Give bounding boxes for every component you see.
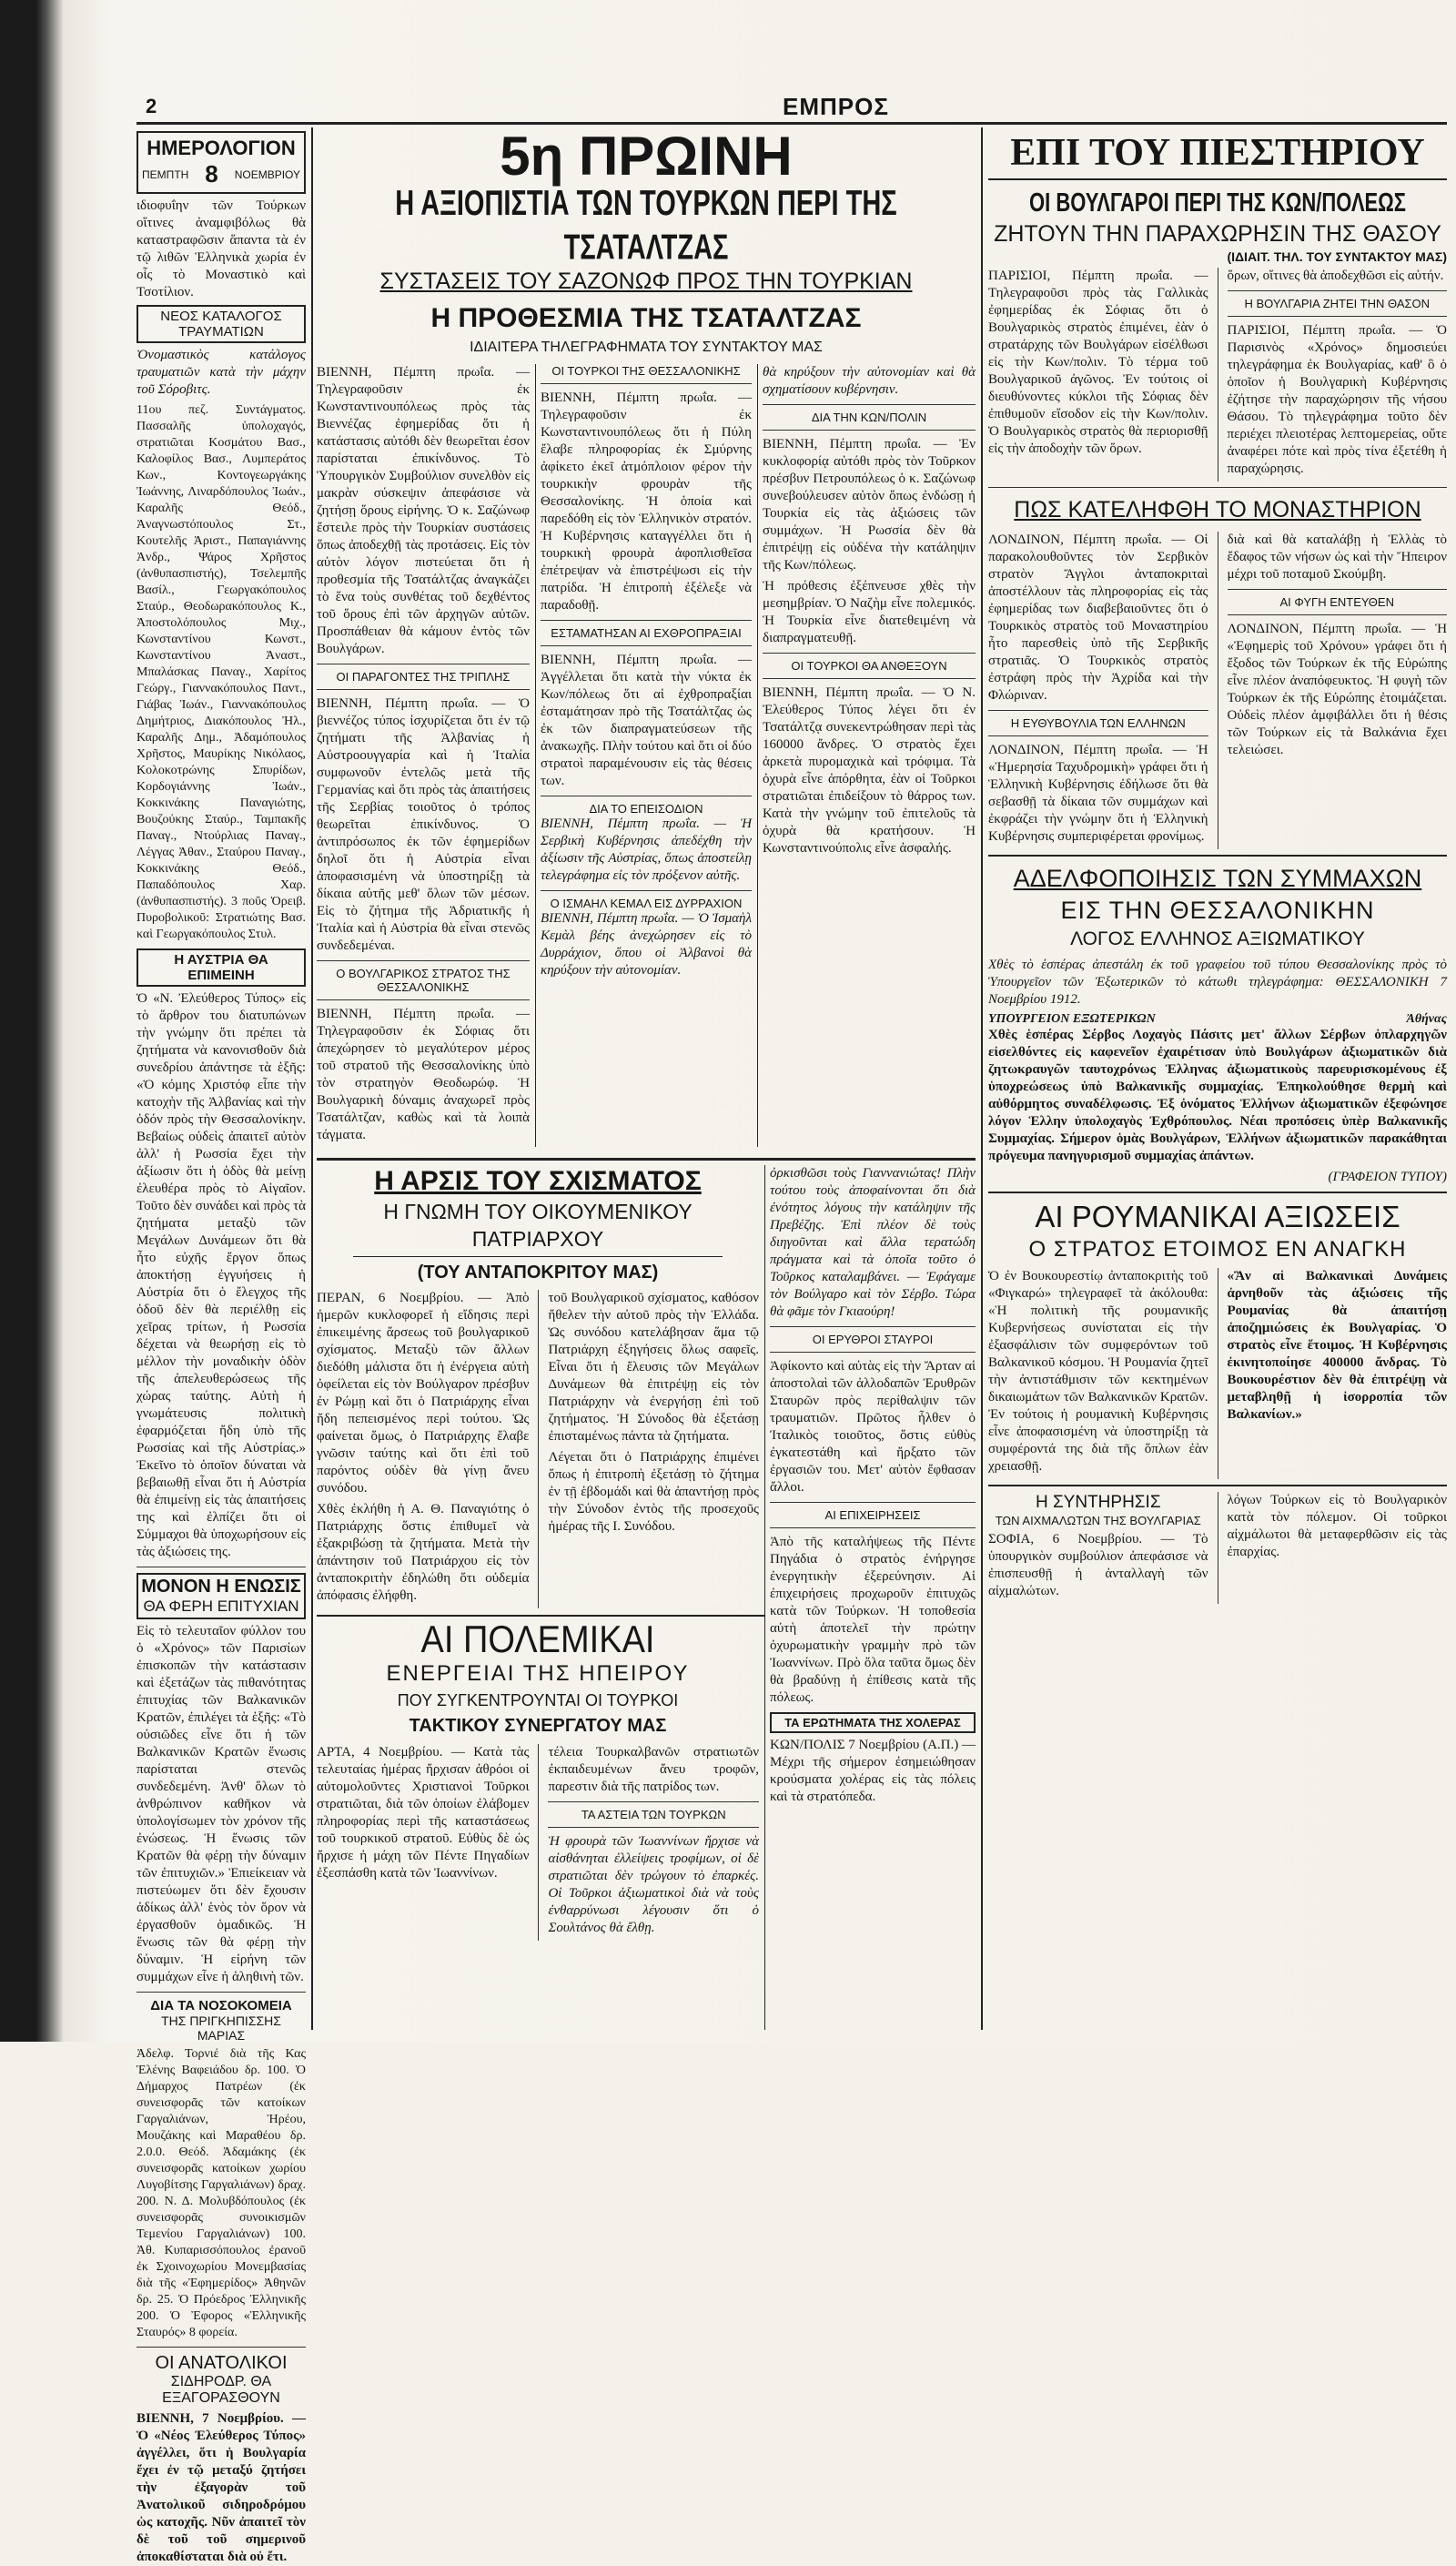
turks-resist-body: ΒΙΕΝΝΗ, Πέμπτη πρωΐα. — Ὁ Ν. Ἐλεύθερος Τύπος λέγει ὅτι ἐν Τσατάλτζᾳ συνεκεντρώθησαν περὶ τὰς 160000 ἄνδρες. Ὁ στρατὸς ἔχει ἀρκετὰ πυρομαχικὰ καὶ τρόφιμα. Τὰ ὀχυρὰ εἶνε ἀπόρθητα, ἐὰν οἱ Τοῦρκοι στρατιῶται ἐπιδείξουν τὸ θάρρος των. Κατὰ τὴν γνώμην τοῦ ἐπιτελοῦς τὰ ὀχυρὰ θὰ κρατήσουν. Ἡ Κωνσταντινούπολις εἶνε ἀσφαλής. (763, 685, 976, 856)
press-office-signature: (ΓΡΑΦΕΙΟΝ ΤΥΠΟΥ) (1328, 1170, 1447, 1184)
orphans-title: ΔΙΑ ΤΑ ΝΟΣΟΚΟΜΕΙΑ (150, 1998, 292, 2013)
schism-article (317, 1165, 759, 1611)
ismail-kemal-body: ΒΙΕΝΝΗ, Πέμπτη πρωΐα. — Ὁ Ἰσμαὴλ Κεμὰλ βέης ἀνεχώρησεν εἰς τὸ Δυρράχιον, ὅπου οἱ Ἀλβανοὶ θὰ κηρύξουν τὴν αὐτονομίαν. (541, 911, 752, 978)
separator (136, 1992, 306, 1993)
deadline-body: Ἡ πρόθεσις ἐξέπνευσε χθὲς τὴν μεσημβρίαν. Ὁ Ναζὴμ εἶνε πολεμικός. Ἡ Τουρκία εἶνε διατεθειμένη νὰ διαπραγματευθῇ. (763, 579, 976, 645)
romanian-claims-title: ΑΙ ΡΟΥΜΑΝΙΚΑΙ ΑΞΙΩΣΕΙΣ (1035, 1200, 1400, 1233)
center-col-2 (541, 364, 752, 1147)
calendar-date: 8 (205, 160, 218, 188)
telegram-credit: (ΙΔΙΑΙΤ. ΤΗΛ. ΤΟΥ ΣΥΝΤΑΚΤΟΥ ΜΑΣ) (1227, 249, 1447, 264)
schism-body-4: Λέγεται ὅτι ὁ Πατριάρχης ἐπιμένει ὅπως ἡ ἐπιτροπὴ ἐξετάσῃ τὸ ζήτημα ἐν τῇ ἑβδομάδι καὶ θὰ ἀπαντήσῃ πρὸς τὴν Σύνοδον ἐντὸς τῆς προσεχοῦς ἡμέρας τῆς Ι. Συνόδου. (548, 1450, 759, 1534)
schism-body-3: τοῦ Βουλγαρικοῦ σχίσματος, καθόσον ἤθελεν τὴν αὐτοῦ πρὸς τὴν Ἑλλάδα. Ὡς συνόδου κατελάβησαν ἅμα τῷ Πατριάρχη ἐξηγήσεις ὅλως σαφεῖς. Εἶναι ὅτι ἡ ἔλευσις τῶν Μεγάλων Δυνάμεων θὰ ἐπιτρέψῃ εἰς τὸν Πατριάρχην νὰ ἐνεργήσῃ ἐπὶ τοῦ ζητήματος. Ἡ Σύνοδος θὰ ἐξετάσῃ ἐπισταμένως πάντα τὰ ζητήματα. (548, 1291, 759, 1444)
rail-body: ΒΙΕΝΝΗ, 7 Νοεμβρίου. — Ὁ «Νέος Ἐλεύθερος Τύπος» ἀγγέλλει, ὅτι ἡ Βουλγαρία ἔχει ἐν τῷ μεταξύ ζητήσει τὴν ἐξαγορὰν τοῦ Ἀνατολικοῦ σιδηροδρόμου ὡς κατοχῆς. Νῦν ἀπαιτεῖ τὸν δὲ τοῦ τοῦ σημερινοῦ ἀποκαθίσταται διὰ οὐ ἔτι. (136, 2411, 306, 2564)
hostilities-heading: ΕΣΤΑΜΑΤΗΣΑΝ ΑΙ ΕΧΘΡΟΠΡΑΞΙΑΙ (551, 626, 742, 640)
collaborator-subtitle: ΤΑΚΤΙΚΟΥ ΣΥΝΕΡΓΑΤΟΥ ΜΑΣ (409, 1716, 667, 1736)
orphans-body: Ἀδελφ. Τορνιέ διὰ τῆς Κας Ἑλένης Βαφειάδου δρ. 100. Ὁ Δήμαρχος Πατρέων (ἐκ συνεισφορᾶς τῶν κατοίκων Γαργαλιάνων, Ἡρέου, Μουζάκης καὶ Μαραθέου δρ. 2.0.0. Θεόδ. Ἀδαμάκης (ἐκ συνεισφορᾶς κατοίκων χωρίου Λυγοβίτσης Γαργαλιάνων) δραχ. 200. Ν. Δ. Μολυβδόπουλος (ἐκ συνεισφορᾶς συνοικισμῶν Τεμενίου Γαργαλιάνων) 100. Ἀθ. Κυπαρισσόπουλος ἐρανοῦ ἐκ Σχοινοχωρίου Μονεμβασίας διὰ τῆς «Ἐφημερίδος» Ἀθηνῶν δρ. 25. Ὁ Πρόεδρος Ἐλληνικῆς 200. Ὁ Ἐφορος «Ἐλληνικῆς Σταυρός» 8 φορεία. (136, 2047, 306, 2339)
operations-heading: ΑΙ ΕΠΙΧΕΙΡΗΣΕΙΣ (824, 1508, 921, 1522)
epirus-article (317, 1620, 759, 2030)
turks-resist-heading: ΟΙ ΤΟΥΡΚΟΙ ΘΑ ΑΝΘΕΞΟΥΝ (791, 659, 947, 673)
triple-alliance-body: ΒΙΕΝΝΗ, Πέμπτη πρωΐα. — Ὁ βιεννέζος τύπος ἰσχυρίζεται ὅτι ἐν τῷ ζητήματι τῆς Ἀλβανίας ἡ Αὐστροουγγαρία καὶ ἡ Ἰταλία συμφωνοῦν ἐντελῶς μετὰ τῆς Γερμανίας καὶ ὅτι πρὸς τὰς ἀπαιτήσεις τῆς Σερβίας τοιοῦτος ὁ τρόπος θεωρεῖται ἐπικίνδυνος. Ὁ ἀντιπρόσωπος ἐκ τῶν ἐφημερίδων δηλοῖ ὅτι ἡ Αὐστρία εἶναι ἀποφασισμένη νὰ ὑποστηρίξῃ τὰ δίκαια αὐτῆς μεθ' ὅλων τῶν μέσων. Εἰς τὸ ζήτημα τῆς Ἀδριατικῆς ἡ Ἰταλία καὶ ἡ Αὐστρία θὰ εἶναι στενῶς συνδεδεμέναι. (317, 696, 530, 953)
albania-continued: θὰ κηρύξουν τὴν αὐτονομίαν καὶ θὰ σχηματίσουν κυβέρνησιν. (763, 365, 976, 397)
army-ready-subtitle: Ο ΣΤΡΑΤΟΣ ΕΤΟΙΜΟΣ ΕΝ ΑΝΑΓΚΗ (1028, 1237, 1407, 1262)
operations-body: Ἀπὸ τῆς καταλήψεως τῆς Πέντε Πηγάδια ὁ στρατὸς ἐνήργησε ἐνεργητικὴν ἐξερεύνησιν. Αἱ ἐπιχειρήσεις προχωροῦν ἐπιτυχῶς κατὰ τῶν Τούρκων. Ἡ τοποθεσία αὐτὴ ἀποτελεῖ τὴν πρώτην ὀχυρωματικὴν γραμμὴν πρὸ τῶν Ἰωαννίνων. Πρὸ ὅλα ταῦτα ὅμως δὲν θὰ βραδύνῃ ἡ ἐπίθεσις κατὰ τῆς πόλεως. (770, 1535, 976, 1705)
flight-body: ΛΟΝΔΙΝΟΝ, Πέμπτη πρωΐα. — Ἡ «Ἐφημερὶς τοῦ Χρόνου» γράφει ὅτι ἡ ἔξοδος τῶν Τούρκων ἐκ τῆς Εὐρώπης εἶνε πλέον ἀναπόφευκτος. Ἡ φυγὴ τῶν Τούρκων ἐκ τῆς Εὐρώπης ἐτοιμάζεται. Οὐδεὶς πλέον ἀμφιβάλλει ὅτι ἡ θέσις τῶν Τούρκων εἰς τὰ Βαλκάνια ἔχει τελειώσει. (1227, 622, 1448, 757)
subtitle-deadline: Η ΠΡΟΘΕΣΜΙΑ ΤΗΣ ΤΣΑΤΑΛΤΖΑΣ (430, 303, 862, 333)
press-section-title: ΕΠΙ ΤΟΥ ΠΙΕΣΤΗΡΙΟΥ (988, 127, 1447, 180)
thasos-subtitle: ΖΗΤΟΥΝ ΤΗΝ ΠΑΡΑΧΩΡΗΣΙΝ ΤΗΣ ΘΑΣΟΥ (994, 221, 1441, 247)
thessaloniki-turks-body: ΒΙΕΝΝΗ, Πέμπτη πρωΐα. — Τηλεγραφοῦσιν ἐκ Κωνσταντινουπόλεως ὅτι ἡ Πύλη ἔλαβε πληροφορίας ἐκ Σμύρνης ἀφίκετο ἐκεῖ ἀτμόπλοιον φέρον τὴν τουρκικὴν φρουρὰν τῆς Θεσσαλονίκης. Ἡ ὁποία καὶ παρεδόθη εἰς τὸν Ἑλληνικὸν στρατόν. Ἡ Κυβέρνησις καταγγέλλει ὅτι ἡ τουρκικὴ φρουρὰ ἀφοπλισθεῖσα ἐπέτρεψαν νὰ ἐπιστρέψωσι εἰς τὴν πατρίδα. Ἡ ἐπιτροπὴ ἐξέλεξε νὰ παραδοθῇ. (541, 390, 752, 613)
rail-subtitle: ΣΙΔΗΡΟΔΡ. ΘΑ ΕΞΑΓΟΡΑΣΘΟΥΝ (162, 2374, 280, 2406)
ministry-label: ΥΠΟΥΡΓΕΙΟΝ ΕΞΩΤΕΡΙΚΩΝ (988, 1012, 1156, 1026)
bulgarians-body-continued: ὅρων, οἵτινες θὰ ἀποδεχθῶσι εἰς αὐτήν. (1227, 269, 1444, 283)
subtitle-telegrams: ΙΔΙΑΙΤΕΡΑ ΤΗΛΕΓΡΑΦΗΜΑΤΑ ΤΟΥ ΣΥΝΤΑΚΤΟΥ ΜΑΣ (470, 340, 823, 355)
prisoners-body: ΣΟΦΙΑ, 6 Νοεμβρίου. — Τὸ ὑπουργικὸν συμβούλιον ἀπεφάσισε νὰ ἐπισπευσθῇ ἡ ἀνταλλαγὴ τῶν αἰχμαλώτων. (988, 1532, 1208, 1598)
thessaloniki-subtitle: ΕΙΣ ΤΗΝ ΘΕΣΣΑΛΟΝΙΚΗΝ (1060, 897, 1375, 924)
ismail-kemal-heading: Ο ΙΣΜΑΗΛ ΚΕΜΑΛ ΕΙΣ ΔΥΡΡΑΧΙΟΝ (550, 897, 743, 910)
calendar-title: ΗΜΕΡΟΛΟΓΙΟΝ (147, 137, 296, 159)
austria-heading-box (136, 948, 306, 987)
monastir-body: ΛΟΝΔΙΝΟΝ, Πέμπτη πρωΐα. — Οἱ παρακολουθοῦντες τὸν Σερβικὸν στρατὸν Ἄγγλοι ἀνταποκριταὶ ἀποστέλλουν τὰς πληροφορίας εἰς τὰς ἐφημερίδας των διαβεβαιοῦντες ὅτι ὁ Τουρκικὸς στρατὸς τοῦ Μοναστηρίου ἦτο παρεσθεὶς ὑπὸ τῆς Σερβικῆς στρατιᾶς. Ὁ Τουρκικὸς στρατὸς ἐστράφη πρὸς τὴν Ἀχρίδα καὶ τὴν Φλώριναν. (988, 532, 1208, 703)
romanian-body-1: Ὁ ἐν Βουκουρεστίῳ ἀνταποκριτὴς τοῦ «Φιγκαρώ» τηλεγραφεῖ τὰ ἀκόλουθα: «Ἡ πολιτικὴ τῆς ρουμανικῆς Κυβερνήσεως συνίσταται εἰς τὴν ἐξασφάλισιν τῶν συμφερόντων τοῦ Βαλκανικοῦ κόσμου. Ἡ Ρουμανία ζητεῖ τὴν ἀντιστάθμισιν τῶν κεκτημένων δικαιωμάτων τῶν Βαλκανικῶν Κρατῶν. Ἐν τούτοις ἡ ρουμανικὴ Κυβέρνησις εἶνε ἀποφασισμένη νὰ ὑποστηρίξῃ τὰ συμφέροντά της διὰ τῆς ὅπλων ἐὰν χρειασθῇ. (988, 1269, 1208, 1474)
center-bottom (317, 1165, 976, 2030)
flight-heading: ΑΙ ΦΥΓΗ ΕΝΤΕΥΘΕΝ (1279, 595, 1394, 609)
epirus-body-1: ΑΡΤΑ, 4 Νοεμβρίου. — Κατὰ τὰς τελευταίας ἡμέρας ἤρχισαν ἀθρόοι οἱ αὐτομολοῦντες Χριστιανοὶ Τοῦρκοι στρατιῶται, διὰ τῶν ὁποίων ἐλάβομεν πληροφορίας περὶ τῆς καταστάσεως τοῦ τουρκικοῦ στρατοῦ. Εὐθὺς δὲ ὡς ἤρχισε ἡ μάχη τῶν Πέντε Πηγαδίων ἐξεσπάσθη κατὰ τῶν Ἰωαννίνων. (317, 1745, 530, 1881)
turks-concentrate-subtitle: ΠΟΥ ΣΥΓΚΕΝΤΡΟΥΝΤΑΙ ΟΙ ΤΟΥΡΚΟΙ (397, 1691, 679, 1709)
bulgarians-constantinople-title: ΟΙ ΒΟΥΛΓΑΡΟΙ ΠΕΡΙ ΤΗΣ ΚΩΝ/ΠΟΛΕΩΣ (1028, 188, 1407, 218)
cholera-heading-box (770, 1712, 976, 1733)
red-cross-heading: ΟΙ ΕΡΥΘΡΟΙ ΣΤΑΥΡΟΙ (812, 1333, 934, 1346)
prudence-heading: Η ΕΥΘΥΒΟΥΛΙΑ ΤΩΝ ΕΛΛΗΝΩΝ (1010, 716, 1186, 730)
subtitle-sazonov: ΣΥΣΤΑΣΕΙΣ ΤΟΥ ΣΑΖΟΝΩΦ ΠΡΟΣ ΤΗΝ ΤΟΥΡΚΙΑΝ (379, 269, 913, 294)
intro-text: ιδιοφυΐην τῶν Τούρκων οἵτινες ἀναμφιβόλως θὰ καταστραφῶσιν ἅπαντα τὰ ἐν τῷ λιθῶν Ἑλληνικὰ χωρία ἐν οἷς τὸ Μοναστικὸ καὶ Τσοτίλιον. (136, 198, 306, 299)
column-rule (311, 127, 313, 2030)
paper-name: ΕΜΠΡΟΣ (783, 93, 889, 120)
thasos-body: ΠΑΡΙΣΙΟΙ, Πέμπτη πρωΐα. — Ὁ Παρισινὸς «Χρόνος» δημοσιεύει τηλεγράφημα ἐκ Βουλγαρίας, καθ' ὃ ὁ ὁποῖον ἡ Βουλγαρικὴ Κυβέρνησις ἐζήτησε τὴν παραχώρησιν τῆς νήσου Θάσου. Τὸ τηλεγράφημα τοῦτο δὲν περιέχει πλειοτέρας λεπτομερείας, οὔτε ἀναφέρει πότε καὶ πρὸς τίνα ἐξετέθη ἡ παραχώρησις. (1227, 323, 1448, 476)
incident-body: ΒΙΕΝΝΗ, Πέμπτη πρωΐα. — Ἡ Σερβικὴ Κυβέρνησις ἀπεδέχθη τὴν ἀξίωσιν τῆς Αὐστρίας, ὅπως ἀποστείλῃ τελεγράφημα εἰς τὸν πρόξενον αὐτῆς. (541, 816, 752, 883)
left-column (136, 131, 306, 2564)
athens-label: Ἀθήνας (1406, 1012, 1447, 1026)
separator (136, 2347, 306, 2348)
unity-body: Εἰς τὸ τελευταῖον φύλλον του ὁ «Χρόνος» τῶν Παρισίων ἐπισκοπῶν τὴν κατάστασιν καὶ ἐξετάζων τὰς πιθανότητας ἐπιτυχίας τῶν Βαλκανικῶν Κρατῶν, ἐπιλέγει τὰ ἑξῆς: «Τὸ οὐσιῶδες εἶνε ὅτι ἡ τῶν Βαλκανικῶν Κρατῶν ἕνωσις παρίσταται στενῶς συνδεδεμένη. Ἀνθ' ὅλων τὸ ἀνθρώπινον καθῆκον νὰ ὑπολογίσωμεν τὸν χρόνον τῆς ἐνώσεως. Ἡ ἕνωσις τῶν Κρατῶν θὰ φέρῃ τὴν δύναμιν τῶν ἐπιτυχιῶν.» Ἐπιείκειαν νὰ πιστεύωμεν ὅτι δὲν ἔχουσιν ἀδίκως ἀλλ' ἑνὸς τὸν ὅρον νὰ ἐργασθοῦν ὁμαδικῶς. Ἡ ἕνωσις τῶν θὰ φέρῃ τὴν δύναμιν. Ἡ εἰρήνη τῶν συμμάχων εἶνε ἡ ἀληθινὴ τῶν. (136, 1624, 306, 1984)
prisoners-title: Η ΣΥΝΤΗΡΗΣΙΣ (1035, 1493, 1161, 1512)
center-col-1 (317, 364, 530, 1147)
main-title: Η ΑΞΙΟΠΙΣΤΙΑ ΤΩΝ ΤΟΥΡΚΩΝ ΠΕΡΙ ΤΗΣ ΤΣΑΤΑΛΤΖΑΣ (395, 184, 897, 268)
calendar-month: ΝΟΕΜΒΡΙΟΥ (234, 167, 300, 181)
hostilities-body: ΒΙΕΝΝΗ, Πέμπτη πρωΐα. — Ἀγγέλλεται ὅτι κατὰ τὴν νύκτα ἐκ Κων/πόλεως ὅτι αἱ ἐχθροπραξίαι ἐσταμάτησαν πρὸ τῆς Τσατάλτζας ὡς ἐκ τῶν διαπραγματεύσεων τῆς ἀνακωχῆς. Πλὴν τούτου καὶ ὅτι οἱ δύο στρατοὶ παραμένουσιν εἰς τὰς θέσεις των. (541, 653, 752, 788)
thasos-heading: Η ΒΟΥΛΓΑΡΙΑ ΖΗΤΕΙ ΤΗΝ ΘΑΣΟΝ (1244, 297, 1431, 310)
page-number: 2 (146, 95, 157, 117)
casualties-intro: Ὀνομαστικὸς κατάλογος τραυματιῶν κατὰ τὴν μάχην τοῦ Σόροβιτς. (136, 348, 306, 397)
casualties-heading-box (136, 305, 306, 343)
column-rule (535, 364, 536, 1147)
schism-body-2: Χθὲς ἐκλήθη ἡ Α. Θ. Παναγιότης ὁ Πατριάρχης ὅστις ἐπιθυμεῖ νὰ ἐξακριβώσῃ τὰ ζητήματα. Μετὰ τὴν ἀπάντησιν τοῦ Πατριάρχου εἰς τὸν ἀνταποκριτὴν ἐδηλώθη ὅτι οὐδεμία ἀπόφασις ἐλήφθη. (317, 1502, 530, 1603)
bulgarian-army-heading: Ο ΒΟΥΛΓΑΡΙΚΟΣ ΣΤΡΑΤΟΣ ΤΗΣ ΘΕΣΣΑΛΟΝΙΚΗΣ (336, 967, 511, 994)
epirus-title: ΑΙ ΠΟΛΕΜΙΚΑΙ (420, 1618, 655, 1662)
cholera-body: ΚΩΝ/ΠΟΛΙΣ 7 Νοεμβρίου (Α.Π.) — Μέχρι τῆς σήμερον ἐσημειώθησαν κρούσματα χολέρας εἰς τὰς πόλεις καὶ τὰ στρατόπεδα. (770, 1738, 976, 1804)
casualties-title: ΝΕΟΣ ΚΑΤΑΛΟΓΟΣ ΤΡΑΥΜΑΤΙΩΝ (160, 309, 282, 340)
thessaloniki-turks-heading: ΟΙ ΤΟΥΡΚΟΙ ΤΗΣ ΘΕΣΣΑΛΟΝΙΚΗΣ (551, 364, 741, 378)
cholera-heading: ΤΑ ΕΡΩΤΗΜΑΤΑ ΤΗΣ ΧΟΛΕΡΑΣ (784, 1716, 961, 1729)
edition-title: 5η ΠΡΩΙΝΗ (500, 126, 793, 187)
correspondent-subtitle: (ΤΟΥ ΑΝΤΑΠΟΚΡΙΤΟΥ ΜΑΣ) (417, 1263, 659, 1283)
incident-heading: ΔΙΑ ΤΟ ΕΠΕΙΣΟΔΙΟΝ (589, 802, 703, 816)
fraternization-title: ΑΔΕΛΦΟΠΟΙΗΣΙΣ ΤΩΝ ΣΥΜΜΑΧΩΝ (1013, 865, 1422, 892)
center-col-3 (763, 364, 976, 1147)
bulgarian-army-body: ΒΙΕΝΝΗ, Πέμπτη πρωΐα. — Τηλεγραφοῦσιν ἐκ Σόφιας ὅτι ἀπεχώρησεν τὸ μεγαλύτερον μέρος τοῦ στρατοῦ τῆς Θεσσαλονίκης ὑπὸ τὸν στρατηγὸν Θεοδωρώφ. Ἡ Βουλγαρικὴ δύναμις ἀναχωρεῖ πρὸς Τσατάλτζαν, καθὼς καὶ τὰ λοιπὰ τάγματα. (317, 1007, 530, 1142)
patriarch-subtitle: Η ΓΝΩΜΗ ΤΟΥ ΟΙΚΟΥΜΕΝΙΚΟΥ ΠΑΤΡΙΑΡΧΟΥ (383, 1200, 693, 1251)
constantinople-heading: ΔΙΑ ΤΗΝ ΚΩΝ/ΠΟΛΙΝ (811, 411, 927, 424)
turks-jokes-heading: ΤΑ ΑΣΤΕΙΑ ΤΩΝ ΤΟΥΡΚΩΝ (581, 1808, 726, 1821)
austria-body: Ὁ «Ν. Ἐλεύθερος Τύπος» εἰς τὸ ἄρθρον του διατυπώνων τὴν γνώμην ὅτι πρέπει τὰ ζητήματα νὰ κανονισθοῦν διὰ συνεδρίου ἀπάντησε τὰ ἑξῆς: «Ὁ κόμης Χριστόφ εἶπε τὴν κατοχὴν τῆς Ἀλβανίας καὶ τὴν ὁδόν πρὸς τὴν Θεσσαλονίκην. Βεβαίως οὐδεὶς ἀπαιτεῖ αὐτὸν ἀλλ' ἡ Ρωσσία ἔχει τὴν ἀξίωσιν ὅτι ἡ ὁδὸς θὰ μείνῃ ἐλευθέρα πρὸς τὸ Αἰγαῖον. Τοῦτο δὲν συνάδει καὶ πρὸς τὰ ζητήματα μεταξὺ τῶν Μεγάλων Δυνάμεων ὅτι θὰ ἦτο εὐχῆς ἔργον ὅπως ἀποκτήσῃ ἐγγυήσεις ἡ Αὐστρία ὅτι ὁ ἔλεγχος τῆς ὁδοῦ δὲν θὰ περιέλθῃ εἰς χεῖρας τρίτων, ἡ Ρωσσία δέχεται νὰ θεωρήσῃ εἰς τὸ μέλλον τὴν μοναδικὴν ὁδὸν τῆς ἀπελευθερώσεως τῆς χώρας ταύτης. Αὐτὴ ἡ γνωμάτευσις πολιτικὴ ἐφαρμόζεται ἤδη ὑπὸ τῆς Ρωσσίας καὶ τῆς Αὐστρίας.» Ἐκεῖνο τὸ ὁποῖον δύναται νὰ βεβαιωθῇ εἶναι ὅτι ἡ Αὐστρία θὰ ἐπιμείνῃ εἰς τὰς ἀπαιτήσεις της καὶ ἐλπίζει ὅτι οἱ Σύμμαχοι θὰ ὑποχωρήσουν εἰς τὰς ἀξιώσεις της. (136, 991, 306, 1559)
constantinople-body: ΒΙΕΝΝΗ, Πέμπτη πρωΐα. — Ἐν κυκλοφορίᾳ αὐτόθι πρὸς τὸν Τοῦρκον πρέσβυν Πετρουπόλεως ὁ κ. Σαζώνωφ συνεβούλευσεν αὐτὸν ὅπως ἐνδώσῃ ἡ Τουρκία εἰς τὰς ἀξιώσεις τῶν συμμάχων. Ἡ Ρωσσία δὲν θὰ ἐπιτρέψῃ εἰς οὐδένα τὴν κατάληψιν τῆς Κων/πόλεως. (763, 437, 976, 573)
center-bottom-right (770, 1165, 976, 2030)
casualties-body: 11ου πεζ. Συντάγματος. Πασσαλῆς ὑπολοχαγός, στρατιῶται Κοσμάτου Βασ., Καλοφίλος Βασ., Λυμπεράτος Κων., Κοντογεωργάκης Ἰωάννης, Λιναρδόπουλος Ἰωάν., Καραλῆς Θεόδ., Ἀναγνωστόπουλος Στ., Κουτελῆς Ἀριστ., Παπαγιάννης Ἀνδρ., Ψάρος Χρῆστος (ἀνθυπασπιστής), Τσελεμπῆς Βασίλ., Γεωργακόπουλος Σταύρ., Θεοδωρακόπουλος Κ., Ἀποστολόπουλος Μιχ., Κωνσταντίνου Κωνστ., Κωνσταντίνου Ἀναστ., Μπαλάσκας Παναγ., Χαρίτος Γεώργ., Γιαννακόπουλος Παντ., Γιάβας Ἰωάν., Γιαννακόπουλος Δημήτριος, Διακόπουλος Ἠλ., Καραλῆς Δημ., Ἀδαμόπουλος Χρῆστος, Μαυρίκης Νικόλαος, Κολοκοτρώνης Σπυρίδων, Κορδογιάννης Ἰωάν., Κοκκινάκης Παναγιώτης, Βουζούκης Σταύρ., Ταμπακῆς Παναγ., Ντούρλιας Παναγ., Λέγγας Ἀθαν., Σταύρου Παναγ., Κοκκινάκης Θεόδ., Παπαδόπουλος Χαρ. (ἀνθυπασπιστής). 3 ποῦς Ὀρειβ. Πυροβολικοῦ: Στρατιώτης Βασ. καὶ Γεωργακόπουλος Στυλ. (136, 403, 306, 941)
officer-speech-subtitle: ΛΟΓΟΣ ΕΛΛΗΝΟΣ ΑΞΙΩΜΑΤΙΚΟΥ (1070, 928, 1365, 949)
epirus-subtitle: ΕΝΕΡΓΕΙΑΙ ΤΗΣ ΗΠΕΙΡΟΥ (386, 1661, 690, 1686)
orphans-subtitle: ΤΗΣ ΠΡΙΓΚΗΠΙΣΣΗΣ ΜΑΡΙΑΣ (161, 2013, 281, 2043)
prudence-body-continued: διὰ καὶ θὰ καταλάβῃ ἡ Ἑλλὰς τὸ ἔδαφος τῶν νήσων ὡς καὶ τὴν Ἤπειρον μέχρι τοῦ ποταμοῦ Σκούμβη. (1227, 532, 1448, 582)
schism-title: Η ΑΡΣΙΣ ΤΟΥ ΣΧΙΣΜΑΤΟΣ (374, 1166, 702, 1196)
column-rule (757, 364, 758, 1147)
prisoners-body-continued: λόγων Τούρκων εἰς τὸ Βουλγαρικὸν κατὰ τὸν πόλεμον. Οἱ τοῦρκοι αἰχμάλωτοι θὰ μεταφερθῶσιν εἰς τὰς ἐπαρχίας. (1227, 1493, 1448, 1559)
unity-title: ΜΟΝΟΝ Η ΕΝΩΣΙΣ (141, 1577, 301, 1597)
epirus-divider (317, 1615, 764, 1617)
fraternization-intro: Χθὲς τὸ ἑσπέρας ἀπεστάλη ἐκ τοῦ γραφείου τοῦ τύπου Θεσσαλονίκης πρὸς τὸ Ὑπουργεῖον τῶν Ἐξωτερικῶν τὸ κάτωθι τηλεγράφημα: ΘΕΣΣΑΛΟΝΙΚΗ 7 Νοεμβρίου 1912. (988, 958, 1447, 1007)
schism-body-1: ΠΕΡΑΝ, 6 Νοεμβρίου. — Ἀπὸ ἡμερῶν κυκλοφορεῖ ἡ εἴδησις περὶ ἐπικειμένης ἄρσεως τοῦ βουλγαρικοῦ σχίσματος. Μεταξὺ τῶν ἄλλων διεδόθη μάλιστα ὅτι ἡ ἐνέργεια αὐτὴ ὀφείλεται εἰς τὸν Βούλγαρον πρέσβυν ἐν Ρώμῃ καὶ ὅτι ὁ Πατριάρχης εἶναι ἤδη πεπεισμένος περὶ τούτου. Ὡς φαίνεται ὅμως, ὁ Πατριάρχης ἔλαβε γνῶσιν ταύτης καὶ ὅτι ἐπὶ τοῦ παρόντος οὐδὲν θὰ γίνῃ ἄνευ συνόδου. (317, 1291, 530, 1496)
sazonov-body: ΒΙΕΝΝΗ, Πέμπτη πρωΐα. — Τηλεγραφοῦσιν ἐκ Κωνσταντινουπόλεως πρὸς τὰς Βιεννέζας ἐφημερίδας ὅτι ἡ κατάστασις αὐτόθι δὲν θεωρεῖται ἐσον παρίσταται ἐπικίνδυνος. Τὸ Ὑπουργικὸν Συμβούλιον συνελθὸν εἰς μακρὰν σύσκεψιν ἀπεφάσισε νὰ ζητήσῃ ὅρους εἰρήνης. Ὁ κ. Σαζώνωφ ἔστειλε πρὸς τὴν Τουρκίαν συστάσεις ὅπως ἀποδεχθῇ τὰς προτάσεις. Εἰς τὸν αὐτὸν λόγον πιστεύεται ὅτι ἡ προθεσμία τῆς Τσατάλτζας ἀναγκάζει τὸ ἕνα τοὺς συνθέτας τοῦ δεχθέντος τοῦ ὅρους ἐπὶ τῶν ἀρχηγῶν αὐτῶν. Προσπάθειαν θὰ κάμουν ἐντὸς τῶν Βουλγάρων. (317, 365, 530, 656)
epirus-body-2: τέλεια Τουρκαλβανῶν στρατιωτῶν ἐκπαιδευμένων ἄνευ τροφῶν, παρεστιν διὰ τῆς πατρίδος των. (548, 1745, 759, 1794)
rail-title: ΟΙ ΑΝΑΤΟΛΙΚΟΙ (155, 2353, 288, 2373)
column-rule (981, 127, 983, 2030)
turks-jokes-body: Ἡ φρουρὰ τῶν Ἰωαννίνων ἤρχισε νὰ αἰσθάνηται ἐλλείψεις τροφίμων, οἱ δὲ στρατιῶται δὲν τρώγουν τὸ ἐπαρκές. Οἱ Τοῦρκοι ἀξιωματικοὶ διὰ νὰ τοὺς ἐνθαρρύνωσι λέγουσιν ὅτι ὁ Σουλτάνος θὰ ἔλθῃ. (548, 1834, 759, 1935)
column-rule (764, 1165, 765, 2030)
monastir-title: ΠΩΣ ΚΑΤΕΛΗΦΘΗ ΤΟ ΜΟΝΑΣΤΗΡΙΟΝ (1014, 497, 1421, 522)
prisoners-subtitle: ΤΩΝ ΑΙΧΜΑΛΩΤΩΝ ΤΗΣ ΒΟΥΛΓΑΡΙΑΣ (995, 1514, 1201, 1527)
unity-heading-box (136, 1573, 306, 1619)
masthead-rule (136, 122, 1447, 125)
fraternization-body: Χθὲς ἑσπέρας Σέρβος Λοχαγὸς Πάσιτς μετ' ἄλλων Σέρβων ὀπλαρχηγῶν εἰσελθόντες εἰς καφενεῖον ἐχαιρέτισαν ὑπὸ Βουλγάρων ἀξιωματικῶν διὰ ζητωκραυγῶν ταυτοχρόνως Ἑλληνας ἀξιωματικοὺς παρευρισκομένους ἐξ ὑποχρεώσεως ὑπὸ Βαλκανικῆς συμμαχίας. Ἐπηκολούθησε θερμὴ καὶ αὐθόρμητος συναδέλφωσις. Ἐξ ὀνόματος Ἑλλήνων ἀξιωματικῶν ἐξεφώνησε λόγον Ἑλλην ὑπολοχαγὸς Ἐχθρόπουλος. Νέαι προπόσεις ὑπὲρ Βαλκανικῆς Συμμαχίας. Σήμερον ὁμὰς Βουλγάρων, Ἑλλήνων ἀξιωματικῶν παρακάθηται πρόγευμα πανηγυρισμοῦ συμμαχίας ἀπάντων. (988, 1028, 1447, 1163)
romanian-body-2: «Ἂν αἱ Βαλκανικαὶ Δυνάμεις ἀρνηθοῦν τὰς ἀξιώσεις τῆς Ρουμανίας θὰ ἀπαιτήσῃ ἀποζημιώσεις ἐκ Βουλγαρίας. Ὁ στρατὸς εἶνε ἕτοιμος. Ἡ Κυβέρνησις ἐκινητοποίησε 400000 ἄνδρας. Τὸ Βουκουρέστιον δὲν θὰ ἐπιτρέψῃ νὰ μεταβληθῇ ἡ ἰσορροπία τῶν Βαλκανίων.» (1227, 1269, 1448, 1422)
center-top (317, 127, 976, 1156)
unity-subtitle: ΘΑ ΦΕΡΗ ΕΠΙΤΥΧΙΑΝ (143, 1597, 299, 1615)
bulgarians-body: ΠΑΡΙΣΙΟΙ, Πέμπτη πρωΐα. — Τηλεγραφοῦσι πρὸς τὰς Γαλλικὰς ἐφημερίδας ἐκ Σόφιας ὅτι ὁ Βουλγαρικὸς στρατὸς ἐπιμένει, ἐὰν ὁ στρατάρχης τῶν Βουλγάρων εἰσέλθωσι εἰς τὴν Κων/πολιν. Τὸ τέρμα τοῦ Βουλγαρικοῦ ἀγῶνος. Ἐν τούτοις οἱ διευθύνοντες κύκλοι τῆς Σόφιας δὲν ἐπιθυμοῦν εἴσοδον εἰς τὴν Κων/πολιν. Ὁ Βουλγαρικὸς στρατὸς θὰ περιορισθῇ εἰς τὴν ἀποδοχὴν τῶν ὅρων. (988, 269, 1208, 456)
center-divider (317, 1158, 976, 1161)
red-cross-body: Ἀφίκοντο καὶ αὐτὰς εἰς τὴν Ἄρταν αἱ ἀποστολαὶ τῶν ἀλλοδαπῶν Ἐρυθρῶν Σταυρῶν πρὸς περίθαλψιν τῶν τραυματιῶν. Πρῶτος ἦλθεν ὁ Ἰταλικὸς τοιοῦτος, ὅστις εὐθὺς ἐγκατεστάθη καὶ ἤρξατο τῶν ἐργασιῶν του. Μετ' αὐτὸν ἔφθασαν ἄλλοι. (770, 1359, 976, 1495)
calendar-box (136, 131, 306, 194)
austria-title: Η ΑΥΣΤΡΙΑ ΘΑ ΕΠΙΜΕΙΝΗ (174, 952, 268, 983)
turks-jokes-continued: ὀρκισθῶσι τοὺς Γιαννανιώτας! Πλὴν τούτου τοὺς ἀποφαίνονται ὅτι διὰ ἐνότητος λόγους τὴν κατάληψιν τῆς Πρεβέζης. Ἐπὶ πλέον δὲ τοὺς διηγοῦνται καὶ ἄλλα τερατώδη πράγματα καὶ τὰ ὁποῖα τοῦτο ὁ Τοῦρκος καταλαμβάνει. — Ἐφάγαμε τὸν Βούλγαρο καὶ τὸν Σέρβο. Τώρα θὰ φᾶμε τὸν Γκιαούρη! (770, 1166, 976, 1319)
triple-alliance-heading: ΟΙ ΠΑΡΑΓΟΝΤΕΣ ΤΗΣ ΤΡΙΠΛΗΣ (336, 670, 511, 684)
right-column (988, 127, 1447, 2030)
calendar-day: ΠΕΜΠΤΗ (142, 167, 189, 181)
prudence-body: ΛΟΝΔΙΝΟΝ, Πέμπτη πρωΐα. — Ἡ «Ἡμερησία Ταχυδρομικὴ» γράφει ὅτι ἡ Ἑλληνικὴ Κυβέρνησις ἐδήλωσε ὅτι θὰ σεβασθῇ τὰ δίκαια τῶν συμμάχων καὶ ἐκφράζει τὴν γνώμην ὅτι ἡ Ἑλληνικὴ Κυβέρνησις συμπεριφέρεται φρονίμως. (988, 743, 1208, 844)
